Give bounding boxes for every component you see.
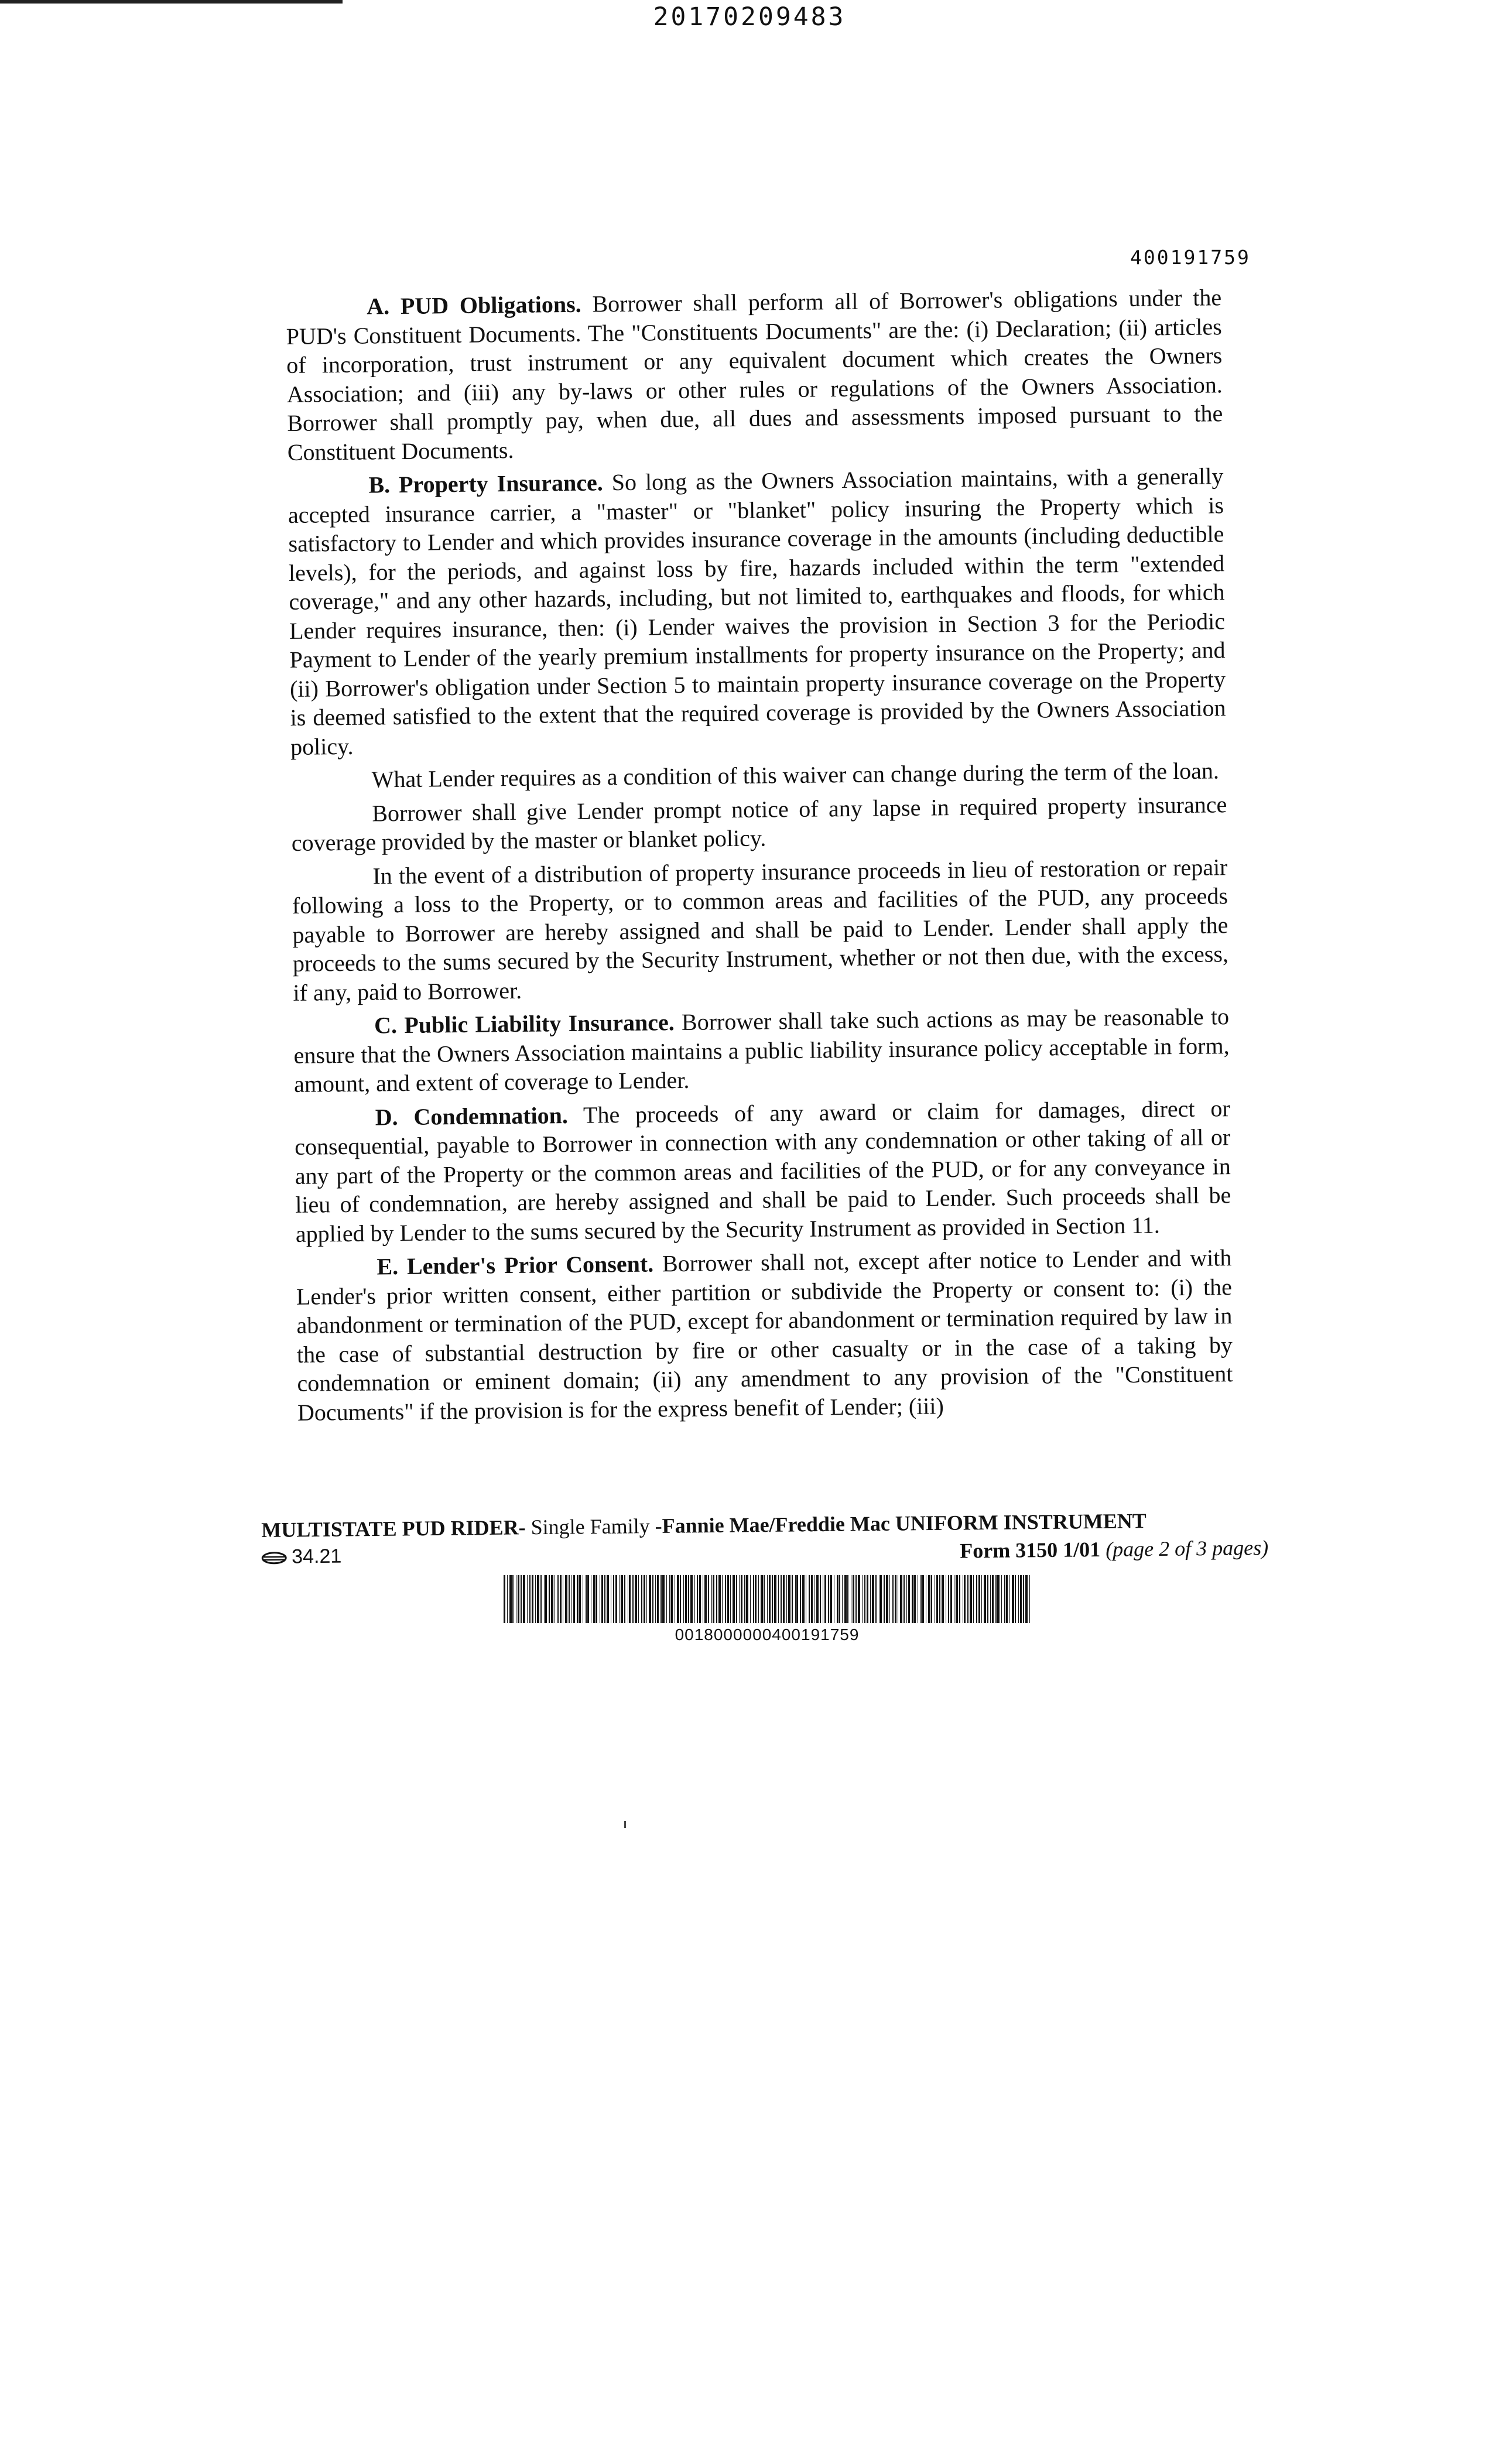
form-title-part-1: MULTISTATE PUD RIDER- bbox=[261, 1515, 526, 1542]
section-b-paragraph-4: In the event of a distribution of property insurance proceeds in lieu of restoration or repair following a loss to the Property, or to common areas and facilities of the PUD, any proceeds payable to Borrower are hereby assigned and shall be paid to Lender. Lender shall apply the proceeds to the sums secured by the Security Instrument, whether or not then due, with the excess, if any, paid to Borrower. bbox=[292, 853, 1229, 1006]
form-code-number: 34.21 bbox=[291, 1545, 342, 1568]
recording-number: 20170209483 bbox=[653, 2, 846, 32]
section-a-heading: A. PUD Obligations. bbox=[367, 290, 581, 320]
section-b bbox=[288, 461, 1226, 761]
section-a bbox=[286, 283, 1223, 467]
form-number-label: Form 3150 1/01 bbox=[960, 1537, 1101, 1563]
barcode-number: 0018000000400191759 bbox=[675, 1625, 860, 1644]
form-title-part-2: Single Family - bbox=[525, 1514, 662, 1539]
section-b-paragraph-2: What Lender requires as a condition of this waiver can change during the term of the loan. bbox=[371, 757, 1220, 793]
loan-number: 400191759 bbox=[1130, 246, 1251, 269]
section-e bbox=[296, 1243, 1233, 1427]
section-c bbox=[293, 1002, 1230, 1098]
section-b-paragraph-3: Borrower shall give Lender prompt notice of any lapse in required property insurance coverage provided by the master or blanket policy. bbox=[291, 790, 1227, 856]
section-e-text: Borrower shall not, except after notice to Lender and with Lender's prior written consent, either partition or subdivide the Property or consent to: (i) the abandonment or termination of the PUD, except for abandonment or termination required by law in the case of substantial destruction by fire or other casualty or in the case of a taking by condemnation or eminent domain; (ii) any amendment to any provision of the "Constituent Documents" if the provision is for the express benefit of Lender; (iii) bbox=[296, 1244, 1233, 1426]
section-c-heading: C. Public Liability Insurance. bbox=[374, 1009, 675, 1039]
section-b-text: So long as the Owners Association maintains, with a generally accepted insurance carrier, a "master" or "blanket" policy insuring the Property which is satisfactory to Lender and which provides insurance coverage in the amounts (including deductible levels), for the periods, and against loss by fire, hazards included within the term "extended coverage," and any other hazards, including, but not limited to, earthquakes and floods, for which Lender requires insurance, then: (i) Lender waives the provision in Section 3 for the Periodic Payment to Lender of the yearly premium installments for property insurance on the Property; and (ii) Borrower's obligation under Section 5 to maintain property insurance coverage on the Property is deemed satisfied to the extent that the required coverage is provided by the Owners Association policy. bbox=[288, 463, 1226, 760]
form-number bbox=[960, 1535, 1268, 1563]
form-code bbox=[261, 1545, 341, 1569]
section-a-text: Borrower shall perform all of Borrower's obligations under the PUD's Constituent Documents. The "Constituents Documents" are the: (i) Declaration; (ii) articles of incorporation, trust instrument or any equivalent document which creates the Owners Association; and (iii) any by-laws or other rules or regulations of the Owners Association. Borrower shall promptly pay, when due, all dues and assessments imposed pursuant to the Constituent Documents. bbox=[286, 284, 1223, 466]
form-vendor-logo-icon bbox=[261, 1552, 287, 1565]
barcode bbox=[504, 1575, 1031, 1623]
section-c-text: Borrower shall take such actions as may be reasonable to ensure that the Owners Association maintains a public liability insurance policy acceptable in form, amount, and extent of coverage to Lender. bbox=[293, 1003, 1230, 1097]
section-d bbox=[294, 1094, 1231, 1248]
form-title-part-3: Fannie Mae/Freddie Mac UNIFORM INSTRUMENT bbox=[662, 1509, 1147, 1538]
section-b-heading: B. Property Insurance. bbox=[368, 469, 603, 498]
section-e-heading: E. Lender's Prior Consent. bbox=[377, 1250, 654, 1280]
scan-speck bbox=[624, 1821, 626, 1828]
section-d-text: The proceeds of any award or claim for damages, direct or consequential, payable to Borrower in connection with any condemnation or other taking of all or any part of the Property or the common areas and facilities of the PUD, or for any conveyance in lieu of condemnation, are hereby assigned and shall be paid to Lender. Such proceeds shall be applied by Lender to the sums secured by the Security Instrument as provided in Section 11. bbox=[295, 1094, 1231, 1247]
section-d-heading: D. Condemnation. bbox=[375, 1101, 569, 1130]
page-info: (page 2 of 3 pages) bbox=[1105, 1535, 1269, 1561]
document-body bbox=[286, 283, 1233, 1432]
